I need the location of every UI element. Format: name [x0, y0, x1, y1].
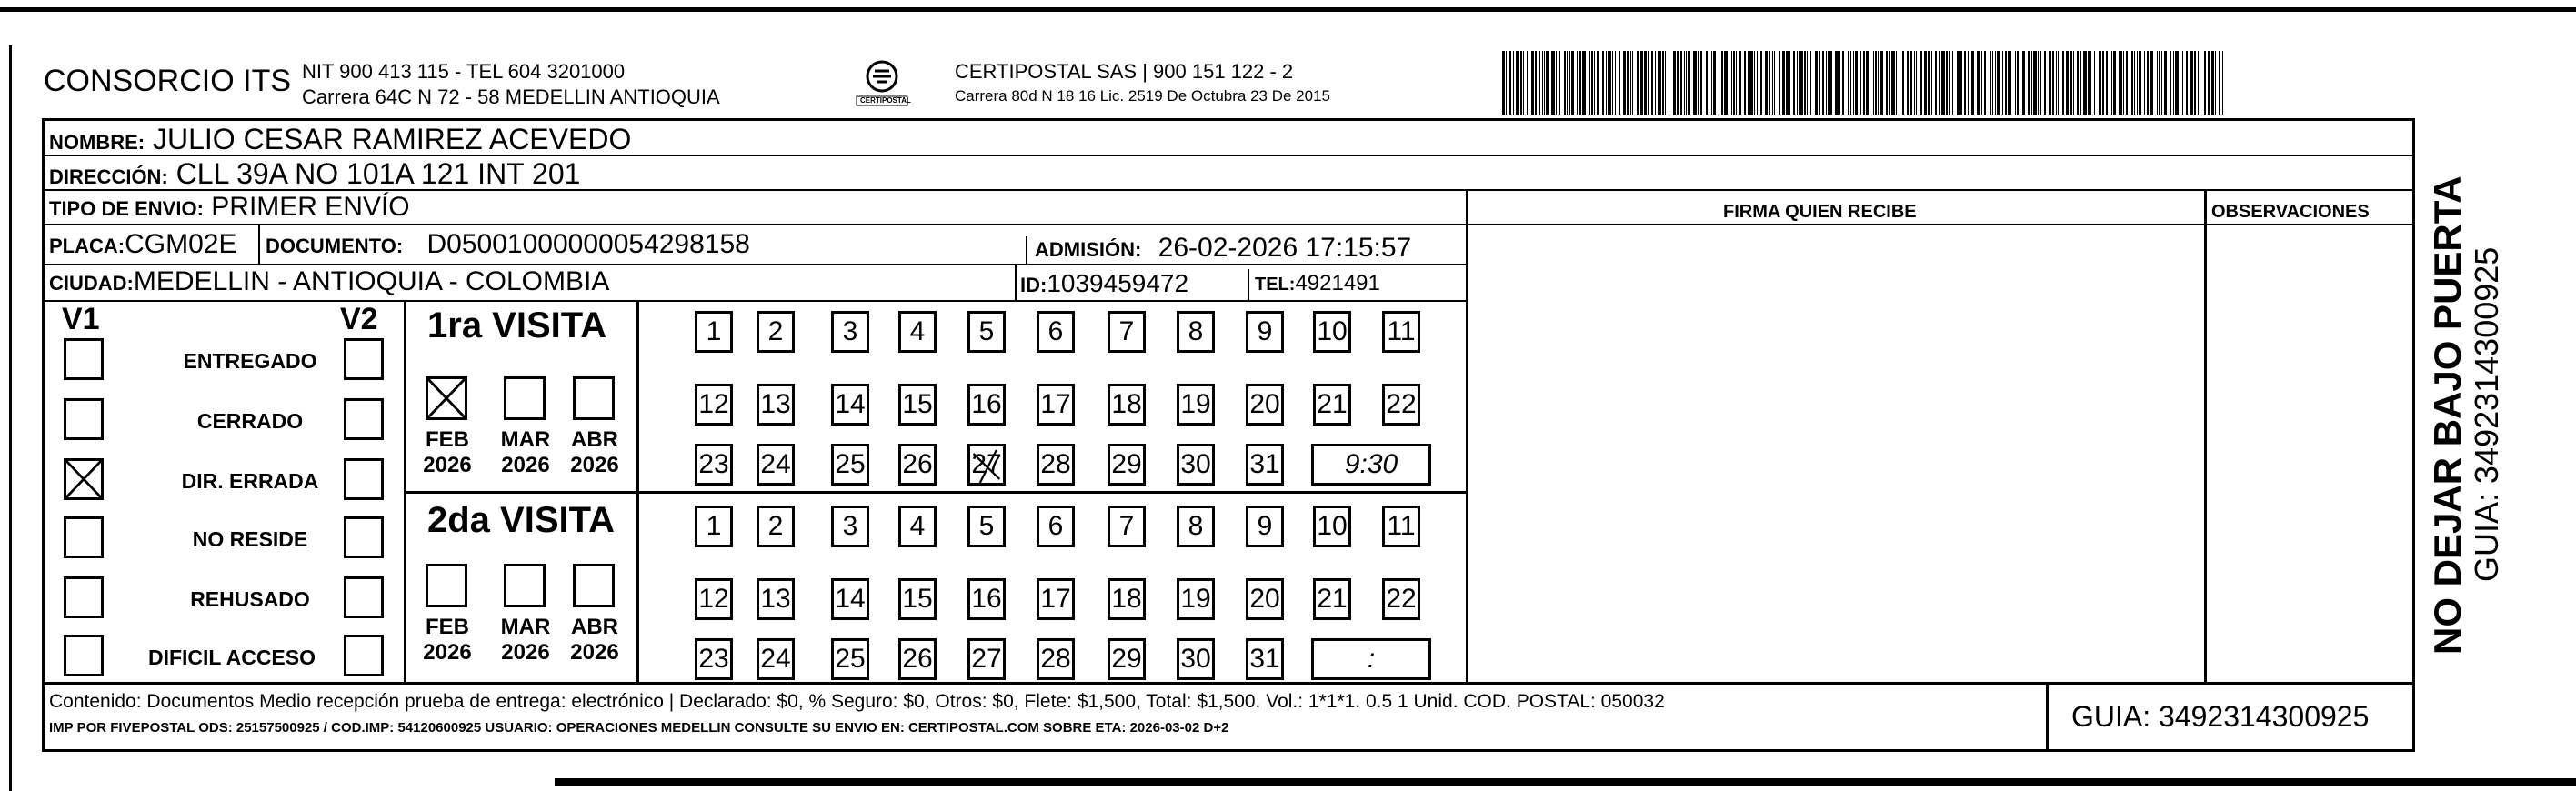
- day-number: 28: [1040, 449, 1071, 479]
- status-label: CERRADO: [196, 409, 304, 433]
- day-number: 7: [1118, 316, 1135, 346]
- row-line: [42, 682, 2415, 685]
- day-box-26[interactable]: [898, 444, 937, 486]
- day-box-18[interactable]: [1108, 384, 1146, 426]
- day-box-17[interactable]: [1037, 384, 1075, 426]
- day-box-20[interactable]: [1246, 384, 1284, 426]
- barcode: [1502, 51, 2228, 115]
- day-number: 17: [1040, 389, 1071, 419]
- month-label: [498, 427, 553, 478]
- day-box-29[interactable]: [1108, 638, 1146, 680]
- row-line: [404, 491, 1466, 494]
- second-visit-title: 2da VISITA: [427, 500, 615, 540]
- time-value: 9:30: [1344, 449, 1398, 479]
- day-number: 21: [1317, 584, 1348, 614]
- day-number: 22: [1386, 584, 1417, 614]
- id-label: ID:: [1020, 274, 1047, 296]
- tel-value: 4921491: [1295, 271, 1380, 295]
- day-number: 16: [971, 584, 1002, 614]
- month-checkbox-abr[interactable]: [573, 376, 615, 420]
- form-left-border: [42, 118, 45, 751]
- time-box[interactable]: [1311, 444, 1431, 486]
- v1-checkbox[interactable]: [64, 458, 104, 500]
- day-box-25[interactable]: [831, 638, 869, 680]
- v1-checkbox[interactable]: [64, 516, 104, 558]
- admission-value: 26-02-2026 17:15:57: [1158, 233, 1412, 263]
- day-number: 30: [1180, 449, 1211, 479]
- day-number: 11: [1387, 316, 1416, 346]
- col-line: [1026, 236, 1027, 264]
- day-number: 1: [706, 316, 722, 346]
- day-box-21[interactable]: [1313, 578, 1351, 620]
- day-number: 1: [706, 511, 722, 541]
- v1-label: V1: [62, 302, 100, 336]
- address-label: DIRECCIÓN:: [49, 165, 168, 188]
- day-number: 9: [1257, 511, 1273, 541]
- day-box-30[interactable]: [1177, 444, 1215, 486]
- day-box-25[interactable]: [831, 444, 869, 486]
- day-box-9[interactable]: [1246, 506, 1284, 547]
- day-number: 30: [1180, 644, 1211, 674]
- day-number: 13: [760, 389, 791, 419]
- day-box-10[interactable]: [1313, 506, 1351, 547]
- time-box[interactable]: [1311, 638, 1431, 680]
- month-name: ABR: [571, 615, 618, 639]
- day-box-7[interactable]: [1108, 506, 1146, 547]
- shipping-label: TIPO DE ENVIO:: [49, 197, 204, 220]
- month-label: [567, 427, 622, 478]
- address-row: [49, 157, 580, 191]
- day-box-8[interactable]: [1177, 311, 1215, 353]
- id-row: [1020, 269, 1188, 298]
- day-number: 29: [1111, 449, 1142, 479]
- footer-guia: GUIA: 3492314300925: [2071, 700, 2370, 733]
- day-box-13[interactable]: [757, 578, 795, 620]
- day-box-7[interactable]: [1108, 311, 1146, 353]
- day-box-16[interactable]: [967, 578, 1006, 620]
- day-number: 5: [978, 316, 995, 346]
- signature-header: FIRMA QUIEN RECIBE: [1723, 202, 1917, 222]
- day-box-24[interactable]: [757, 638, 795, 680]
- day-number: 20: [1249, 584, 1280, 614]
- day-number: 8: [1188, 511, 1204, 541]
- day-number: 3: [842, 316, 858, 346]
- v2-checkbox[interactable]: [344, 516, 384, 558]
- day-box-26[interactable]: [898, 638, 937, 680]
- day-number: 14: [835, 389, 866, 419]
- month-checkbox-mar[interactable]: [504, 564, 546, 607]
- carrier-name: CERTIPOSTAL SAS | 900 151 122 - 2: [955, 60, 1294, 83]
- v1-checkbox[interactable]: [64, 635, 104, 676]
- v2-checkbox[interactable]: [344, 576, 384, 618]
- name-row: [49, 123, 631, 156]
- day-box-4[interactable]: [898, 506, 937, 547]
- month-name: ABR: [571, 427, 618, 452]
- day-number: 7: [1118, 511, 1135, 541]
- month-checkbox-feb[interactable]: [426, 376, 467, 420]
- day-box-11[interactable]: [1382, 506, 1420, 547]
- day-number: 4: [909, 511, 926, 541]
- tel-row: [1255, 271, 1380, 296]
- city-label: CIUDAD:: [49, 272, 134, 295]
- month-checkbox-abr[interactable]: [573, 564, 615, 607]
- day-number: 31: [1249, 449, 1280, 479]
- document-label: DOCUMENTO:: [266, 235, 404, 257]
- day-box-5[interactable]: [967, 506, 1006, 547]
- month-name: FEB: [426, 615, 469, 639]
- day-box-14[interactable]: [831, 384, 869, 426]
- admission-row: [1035, 233, 1411, 264]
- col-line: [258, 224, 260, 264]
- day-box-17[interactable]: [1037, 578, 1075, 620]
- day-box-31[interactable]: [1246, 444, 1284, 486]
- shipping-row: [49, 192, 410, 223]
- col-line: [2204, 189, 2207, 684]
- day-box-19[interactable]: [1177, 384, 1215, 426]
- day-number: 21: [1317, 389, 1348, 419]
- row-line: [42, 264, 1468, 265]
- plate-label: PLACA:: [49, 235, 125, 257]
- admission-label: ADMISIÓN:: [1035, 238, 1142, 261]
- top-edge-line: [0, 7, 2576, 12]
- day-number: 27: [971, 644, 1002, 674]
- day-number: 24: [760, 644, 791, 674]
- day-box-15[interactable]: [898, 578, 937, 620]
- day-box-28[interactable]: [1037, 638, 1075, 680]
- day-box-13[interactable]: [757, 384, 795, 426]
- side-warning: NO DEJAR BAJO PUERTA: [2426, 175, 2469, 655]
- day-box-10[interactable]: [1313, 311, 1351, 353]
- month-label: [567, 615, 622, 666]
- col-line: [1248, 269, 1249, 300]
- company-name: CONSORCIO ITS: [44, 64, 292, 98]
- day-box-31[interactable]: [1246, 638, 1284, 680]
- form-right-border: [2412, 118, 2415, 751]
- day-box-12[interactable]: [695, 384, 733, 426]
- time-value: :: [1367, 644, 1376, 674]
- name-value: JULIO CESAR RAMIREZ ACEVEDO: [153, 123, 632, 155]
- day-number: 11: [1387, 511, 1416, 541]
- day-number: 19: [1180, 389, 1211, 419]
- month-year: 2026: [423, 640, 472, 665]
- city-row: [49, 266, 609, 297]
- day-number: 3: [842, 511, 858, 541]
- contents-line: Contenido: Documentos Medio recepción prueba de entrega: electrónico | Declarado: $0, % Seguro: $0, Otros: $0, Flete: $1,500, Total: $1,500. Vol.: 1*1*1. 0.5 1 Unid. COD. POSTAL: 050032: [49, 691, 1665, 712]
- row-line: [42, 224, 2415, 225]
- day-number: 14: [835, 584, 866, 614]
- day-number: 26: [902, 449, 933, 479]
- month-label: [420, 427, 475, 478]
- day-box-2[interactable]: [757, 506, 795, 547]
- id-value: 1039459472: [1047, 269, 1189, 297]
- day-number: 2: [767, 316, 784, 346]
- month-checkbox-feb[interactable]: [426, 564, 467, 607]
- day-number: 24: [760, 449, 791, 479]
- month-label: [420, 615, 475, 666]
- month-name: MAR: [500, 615, 551, 639]
- day-number: 28: [1040, 644, 1071, 674]
- day-mark: [970, 446, 1003, 483]
- carrier-address: Carrera 80d N 18 16 Lic. 2519 De Octubra 23 De 2015: [955, 87, 1330, 105]
- day-number: 12: [698, 389, 729, 419]
- col-line: [2046, 684, 2049, 751]
- day-number: 20: [1249, 389, 1280, 419]
- address-value: CLL 39A NO 101A 121 INT 201: [175, 157, 581, 190]
- day-number: 31: [1249, 644, 1280, 674]
- day-number: 18: [1111, 584, 1142, 614]
- document-row: [266, 229, 750, 260]
- v2-checkbox[interactable]: [344, 338, 384, 380]
- day-number: 5: [978, 511, 995, 541]
- company-nit: NIT 900 413 115 - TEL 604 3201000: [302, 60, 626, 83]
- day-box-22[interactable]: [1382, 578, 1420, 620]
- day-number: 25: [835, 449, 866, 479]
- day-box-27[interactable]: [967, 638, 1006, 680]
- status-label: ENTREGADO: [183, 349, 317, 373]
- v1-checkbox[interactable]: [64, 398, 104, 440]
- observations-header: OBSERVACIONES: [2211, 202, 2370, 222]
- day-box-21[interactable]: [1313, 384, 1351, 426]
- print-line: IMP POR FIVEPOSTAL ODS: 25157500925 / COD.IMP: 54120600925 USUARIO: OPERACIONES MEDELLIN CONSULTE SU ENVIO EN: CERTIPOSTAL.COM SOBRE ETA: 2026-03-02 D+2: [49, 720, 1229, 736]
- day-box-6[interactable]: [1037, 311, 1075, 353]
- day-number: 4: [909, 316, 926, 346]
- side-guia: GUIA: 3492314300925: [2468, 246, 2505, 582]
- plate-row: [49, 229, 236, 260]
- bottom-edge-line: [555, 778, 2576, 786]
- name-label: NOMBRE:: [49, 131, 145, 154]
- v2-label: V2: [340, 302, 378, 336]
- status-label: DIR. ERRADA: [181, 469, 319, 493]
- month-year: 2026: [423, 453, 472, 477]
- day-number: 6: [1047, 511, 1064, 541]
- day-box-19[interactable]: [1177, 578, 1215, 620]
- v1-checkbox[interactable]: [64, 338, 104, 380]
- day-number: 19: [1180, 584, 1211, 614]
- document-value: D05001000000054298158: [426, 229, 750, 259]
- day-box-12[interactable]: [695, 578, 733, 620]
- day-box-23[interactable]: [695, 638, 733, 680]
- day-box-28[interactable]: [1037, 444, 1075, 486]
- day-box-23[interactable]: [695, 444, 733, 486]
- left-edge-line: [9, 45, 12, 791]
- month-year: 2026: [501, 640, 550, 665]
- day-number: 9: [1257, 316, 1273, 346]
- form-bottom-border: [42, 749, 2415, 752]
- day-number: 10: [1317, 316, 1348, 346]
- day-box-8[interactable]: [1177, 506, 1215, 547]
- day-number: 23: [698, 449, 729, 479]
- day-box-18[interactable]: [1108, 578, 1146, 620]
- day-box-3[interactable]: [831, 311, 869, 353]
- col-line: [1466, 189, 1468, 684]
- day-box-1[interactable]: [695, 506, 733, 547]
- day-box-22[interactable]: [1382, 384, 1420, 426]
- plate-value: CGM02E: [125, 229, 237, 259]
- day-box-16[interactable]: [967, 384, 1006, 426]
- day-number: 8: [1188, 316, 1204, 346]
- month-year: 2026: [570, 640, 619, 665]
- day-box-1[interactable]: [695, 311, 733, 353]
- month-label: [498, 615, 553, 666]
- city-value: MEDELLIN - ANTIOQUIA - COLOMBIA: [133, 266, 610, 296]
- day-box-4[interactable]: [898, 311, 937, 353]
- month-name: FEB: [426, 427, 469, 452]
- day-number: 29: [1111, 644, 1142, 674]
- col-line: [1015, 264, 1017, 300]
- status-label: DIFICIL ACCESO: [147, 646, 316, 669]
- month-checkbox-mar[interactable]: [504, 376, 546, 420]
- tel-label: TEL:: [1255, 275, 1296, 295]
- v1-checkbox[interactable]: [64, 576, 104, 618]
- logo-caption: CERTIPOSTAL: [860, 96, 911, 105]
- day-number: 10: [1317, 511, 1348, 541]
- status-label: REHUSADO: [190, 587, 310, 611]
- v2-checkbox[interactable]: [344, 458, 384, 500]
- day-box-2[interactable]: [757, 311, 795, 353]
- day-number: 12: [698, 584, 729, 614]
- day-box-29[interactable]: [1108, 444, 1146, 486]
- day-box-9[interactable]: [1246, 311, 1284, 353]
- day-number: 18: [1111, 389, 1142, 419]
- month-year: 2026: [570, 453, 619, 477]
- day-box-15[interactable]: [898, 384, 937, 426]
- day-number: 25: [835, 644, 866, 674]
- day-number: 16: [971, 389, 1002, 419]
- day-box-5[interactable]: [967, 311, 1006, 353]
- shipping-value: PRIMER ENVÍO: [211, 192, 410, 222]
- day-number: 17: [1040, 584, 1071, 614]
- day-number: 23: [698, 644, 729, 674]
- day-number: 26: [902, 644, 933, 674]
- day-box-6[interactable]: [1037, 506, 1075, 547]
- day-box-24[interactable]: [757, 444, 795, 486]
- day-box-14[interactable]: [831, 578, 869, 620]
- day-box-27[interactable]: [967, 444, 1006, 486]
- day-box-3[interactable]: [831, 506, 869, 547]
- day-box-30[interactable]: [1177, 638, 1215, 680]
- form-top-border: [42, 118, 2415, 121]
- day-number: 6: [1047, 316, 1064, 346]
- day-box-20[interactable]: [1246, 578, 1284, 620]
- day-number: 22: [1386, 389, 1417, 419]
- day-box-11[interactable]: [1382, 311, 1420, 353]
- row-line: [42, 300, 1468, 302]
- day-number: 27: [971, 449, 1002, 479]
- v2-checkbox[interactable]: [344, 635, 384, 676]
- month-name: MAR: [500, 427, 551, 452]
- month-year: 2026: [501, 453, 550, 477]
- day-number: 13: [760, 584, 791, 614]
- first-visit-title: 1ra VISITA: [427, 305, 607, 345]
- day-number: 15: [902, 584, 933, 614]
- day-number: 15: [902, 389, 933, 419]
- v2-checkbox[interactable]: [344, 398, 384, 440]
- status-label: NO RESIDE: [192, 527, 308, 551]
- company-address: Carrera 64C N 72 - 58 MEDELLIN ANTIOQUIA: [302, 85, 720, 108]
- day-number: 2: [767, 511, 784, 541]
